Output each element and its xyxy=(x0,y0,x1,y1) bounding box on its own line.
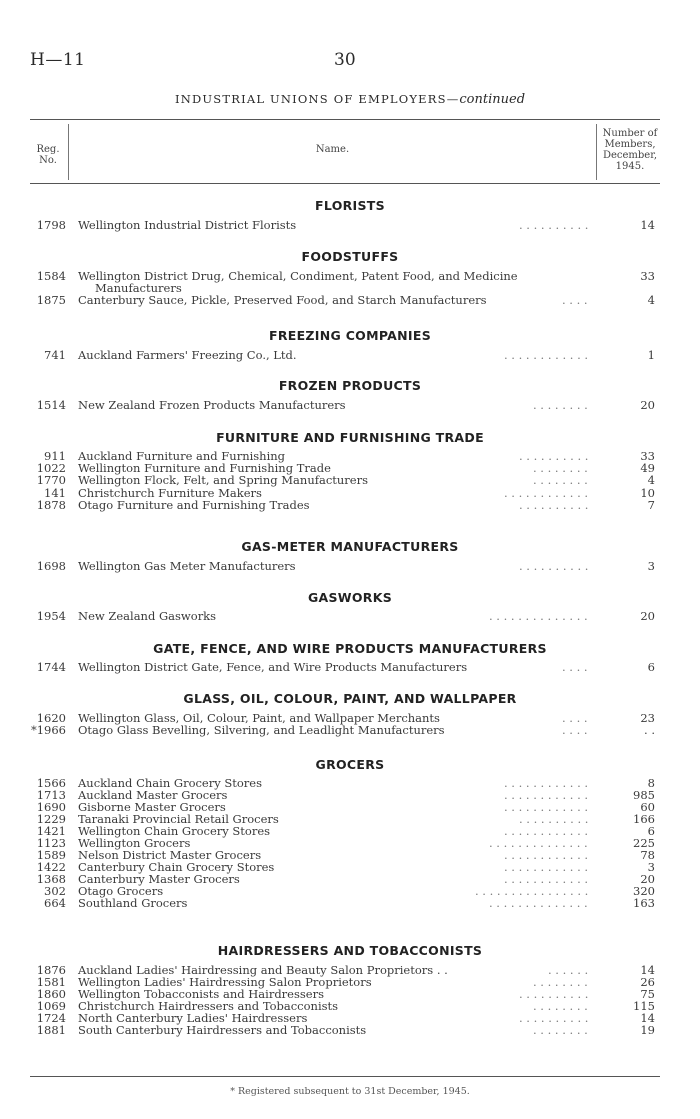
table-row xyxy=(0,897,700,909)
section-heading: GASWORKS xyxy=(307,590,393,605)
leader-dots: . . . . . . . . . . xyxy=(519,449,589,463)
union-name: Nelson District Master Grocers xyxy=(78,848,262,862)
leader-dots: . . . . . . . . . . . . . . . . xyxy=(475,884,589,898)
page-title xyxy=(0,92,700,107)
member-count: 7 xyxy=(647,498,655,512)
page-reference: H—11 xyxy=(30,50,86,70)
union-name: Otago Grocers xyxy=(78,884,164,898)
leader-dots: . . . . xyxy=(562,660,588,674)
table-row xyxy=(0,661,700,673)
member-count: 33 xyxy=(640,449,655,463)
table-row xyxy=(0,294,700,306)
table-row xyxy=(0,724,700,736)
reg-number: 741 xyxy=(44,348,66,362)
union-name: Christchurch Hairdressers and Tobacconists xyxy=(78,999,339,1013)
section-heading: HAIRDRESSERS AND TOBACCONISTS xyxy=(217,943,483,958)
section-heading: FREEZING COMPANIES xyxy=(268,328,431,343)
reg-number: 1069 xyxy=(36,999,66,1013)
member-count: 166 xyxy=(633,812,655,826)
union-name: North Canterbury Ladies' Hairdressers xyxy=(78,1011,308,1025)
member-count: 3 xyxy=(647,559,655,573)
reg-number: 1744 xyxy=(36,660,66,674)
reg-number: 1698 xyxy=(36,559,66,573)
member-count: 19 xyxy=(640,1023,655,1037)
union-name: Wellington Flock, Felt, and Spring Manufacturers xyxy=(78,473,369,487)
leader-dots: . . . . . . . . xyxy=(533,461,588,475)
union-name: New Zealand Frozen Products Manufacturers xyxy=(78,398,346,412)
union-name: Wellington District Drug, Chemical, Condiment, Patent Food, and Medicine xyxy=(78,269,518,283)
leader-dots: . . . . . . . . . . . . xyxy=(504,848,589,862)
union-name: Wellington Ladies' Hairdressing Salon Proprietors xyxy=(78,975,372,989)
union-name: Wellington District Gate, Fence, and Wire Products Manufacturers xyxy=(78,660,468,674)
member-count: 8 xyxy=(647,776,655,790)
section-heading: FLORISTS xyxy=(315,198,385,213)
reg-number: 141 xyxy=(44,486,66,500)
leader-dots: . . . . . . . . . . . . xyxy=(504,800,589,814)
reg-number: 1566 xyxy=(36,776,66,790)
header-bottom-rule xyxy=(30,183,660,184)
union-name: Wellington Glass, Oil, Colour, Paint, and Wallpaper Merchants xyxy=(78,711,440,725)
page-number: 30 xyxy=(334,50,356,70)
header-reg-line: No. xyxy=(39,155,57,166)
header-members-line: 1945. xyxy=(615,161,645,172)
reg-number: 911 xyxy=(44,449,66,463)
union-name: Canterbury Chain Grocery Stores xyxy=(78,860,275,874)
table-row xyxy=(0,560,700,572)
member-count: 10 xyxy=(640,486,655,500)
leader-dots: . . . . . . . . xyxy=(533,999,588,1013)
leader-dots: . . . . xyxy=(562,293,588,307)
section-heading: FOODSTUFFS xyxy=(301,249,399,264)
reg-number: 1620 xyxy=(36,711,66,725)
member-count: 115 xyxy=(633,999,655,1013)
reg-number: 1514 xyxy=(36,398,66,412)
member-count: 985 xyxy=(633,788,655,802)
table-row xyxy=(0,399,700,411)
title-main: INDUSTRIAL UNIONS OF EMPLOYERS xyxy=(174,92,447,106)
member-count: 6 xyxy=(647,660,655,674)
member-count: 20 xyxy=(640,872,655,886)
reg-number: 1713 xyxy=(36,788,66,802)
union-name: Wellington Tobacconists and Hairdressers xyxy=(78,987,324,1001)
member-count: 4 xyxy=(647,293,655,307)
reg-number: 1954 xyxy=(36,609,66,623)
union-name: Wellington Chain Grocery Stores xyxy=(78,824,271,838)
reg-number: 664 xyxy=(44,896,66,910)
reg-number: 1581 xyxy=(36,975,66,989)
leader-dots: . . . . . . . . . . . . xyxy=(504,486,589,500)
member-count: 26 xyxy=(640,975,655,989)
leader-dots: . . . . . . . . . . . . . . xyxy=(489,896,588,910)
header-members xyxy=(598,128,662,172)
leader-dots: . . . . . . xyxy=(548,963,589,977)
reg-number: 1421 xyxy=(36,824,66,838)
leader-dots: . . . . . . . . . . xyxy=(519,559,589,573)
leader-dots: . . . . . . . . xyxy=(533,975,588,989)
union-name: Otago Furniture and Furnishing Trades xyxy=(78,498,310,512)
union-name: Auckland Chain Grocery Stores xyxy=(78,776,263,790)
reg-number: 1229 xyxy=(36,812,66,826)
header-name: Name. xyxy=(315,144,350,155)
section-heading: GLASS, OIL, COLOUR, PAINT, AND WALLPAPER xyxy=(183,691,517,706)
table-row xyxy=(0,1024,700,1036)
union-name: Auckland Furniture and Furnishing xyxy=(78,449,286,463)
table-row xyxy=(0,610,700,622)
section-heading: GROCERS xyxy=(315,757,385,772)
member-count: 23 xyxy=(640,711,655,725)
reg-number: 1876 xyxy=(36,963,66,977)
reg-number: 1798 xyxy=(36,218,66,232)
union-name: Gisborne Master Grocers xyxy=(78,800,226,814)
reg-number: 1123 xyxy=(36,836,66,850)
union-name: Otago Glass Bevelling, Silvering, and Leadlight Manufacturers xyxy=(78,723,445,737)
member-count: 225 xyxy=(633,836,655,850)
member-count: 49 xyxy=(640,461,655,475)
union-name: Wellington Grocers xyxy=(78,836,191,850)
header-reg-no xyxy=(30,144,66,166)
leader-dots: . . . . xyxy=(562,711,588,725)
member-count: 33 xyxy=(640,269,655,283)
leader-dots: . . . . . . . . . . . . xyxy=(504,860,589,874)
member-count: 75 xyxy=(640,987,655,1001)
column-divider-members xyxy=(596,124,597,180)
reg-number: 302 xyxy=(44,884,66,898)
leader-dots: . . . . . . . . xyxy=(533,473,588,487)
union-name: Auckland Farmers' Freezing Co., Ltd. xyxy=(78,348,297,362)
member-count: 14 xyxy=(640,963,655,977)
reg-number: 1368 xyxy=(36,872,66,886)
leader-dots: . . . . . . . . . . . . xyxy=(504,872,589,886)
leader-dots: . . . . . . . . . . . . xyxy=(504,788,589,802)
member-count: 14 xyxy=(640,1011,655,1025)
union-name: Canterbury Master Grocers xyxy=(78,872,240,886)
leader-dots: . . . . . . . . . . xyxy=(519,498,589,512)
header-members-line: December, xyxy=(602,150,658,161)
member-count: 163 xyxy=(633,896,655,910)
union-name: New Zealand Gasworks xyxy=(78,609,217,623)
member-count: 14 xyxy=(640,218,655,232)
reg-number: 1770 xyxy=(36,473,66,487)
title-continued: continued xyxy=(459,92,526,107)
leader-dots: . . . . . . . . . . xyxy=(519,218,589,232)
union-name: South Canterbury Hairdressers and Tobacconists xyxy=(78,1023,367,1037)
table-row xyxy=(0,349,700,361)
leader-dots: . . . . . . . . . . . . xyxy=(504,348,589,362)
table-row xyxy=(0,499,700,511)
leader-dots: . . . . . . . . xyxy=(533,398,588,412)
reg-number: 1860 xyxy=(36,987,66,1001)
header-members-line: Members, xyxy=(604,139,656,150)
reg-number: 1422 xyxy=(36,860,66,874)
reg-number: 1878 xyxy=(36,498,66,512)
leader-dots: . . . . . . . . . . . . xyxy=(504,824,589,838)
union-name: Canterbury Sauce, Pickle, Preserved Food, and Starch Manufacturers xyxy=(78,293,487,307)
member-count: . . xyxy=(644,723,655,737)
union-name: Wellington Furniture and Furnishing Trade xyxy=(78,461,331,475)
union-name: Taranaki Provincial Retail Grocers xyxy=(78,812,279,826)
leader-dots: . . . . xyxy=(562,723,588,737)
member-count: 1 xyxy=(647,348,655,362)
table-row xyxy=(0,219,700,231)
leader-dots: . . . . . . . . . . . . . . xyxy=(489,609,588,623)
member-count: 4 xyxy=(647,473,655,487)
union-name: Christchurch Furniture Makers xyxy=(78,486,262,500)
footnote: * Registered subsequent to 31st December, 1945. xyxy=(230,1086,470,1097)
leader-dots: . . . . . . . . . . . . . . xyxy=(489,836,588,850)
section-heading: GAS-METER MANUFACTURERS xyxy=(241,539,459,554)
section-heading: FROZEN PRODUCTS xyxy=(278,378,422,393)
reg-number: *1966 xyxy=(30,723,66,737)
leader-dots: . . . . . . . . . . xyxy=(519,1011,589,1025)
column-divider-reg xyxy=(68,124,69,180)
member-count: 3 xyxy=(647,860,655,874)
reg-number: 1690 xyxy=(36,800,66,814)
union-name: Wellington Gas Meter Manufacturers xyxy=(78,559,296,573)
footer-rule xyxy=(30,1076,660,1077)
union-name-continuation: Manufacturers xyxy=(95,281,182,295)
section-heading: FURNITURE AND FURNISHING TRADE xyxy=(216,430,484,445)
leader-dots: . . . . . . . . xyxy=(533,1023,588,1037)
title-dash: — xyxy=(446,92,460,106)
member-count: 20 xyxy=(640,609,655,623)
union-name: Auckland Master Grocers xyxy=(78,788,228,802)
header-members-line: Number of xyxy=(602,128,658,139)
header-top-rule xyxy=(30,119,660,120)
union-name: Auckland Ladies' Hairdressing and Beauty Salon Proprietors . . xyxy=(78,963,448,977)
member-count: 78 xyxy=(640,848,655,862)
member-count: 6 xyxy=(647,824,655,838)
reg-number: 1875 xyxy=(36,293,66,307)
union-name: Wellington Industrial District Florists xyxy=(78,218,297,232)
table-row xyxy=(0,474,700,486)
section-heading: GATE, FENCE, AND WIRE PRODUCTS MANUFACTURERS xyxy=(153,641,547,656)
reg-number: 1881 xyxy=(36,1023,66,1037)
member-count: 60 xyxy=(640,800,655,814)
reg-number: 1022 xyxy=(36,461,66,475)
union-name: Southland Grocers xyxy=(78,896,188,910)
reg-number: 1724 xyxy=(36,1011,66,1025)
member-count: 320 xyxy=(633,884,655,898)
leader-dots: . . . . . . . . . . xyxy=(519,987,589,1001)
table-row xyxy=(0,269,700,295)
leader-dots: . . . . . . . . . . . . xyxy=(504,776,589,790)
leader-dots: . . . . . . . . . . xyxy=(519,812,589,826)
reg-number: 1589 xyxy=(36,848,66,862)
reg-number: 1584 xyxy=(36,269,66,283)
member-count: 20 xyxy=(640,398,655,412)
header-reg-line: Reg. xyxy=(36,144,60,155)
